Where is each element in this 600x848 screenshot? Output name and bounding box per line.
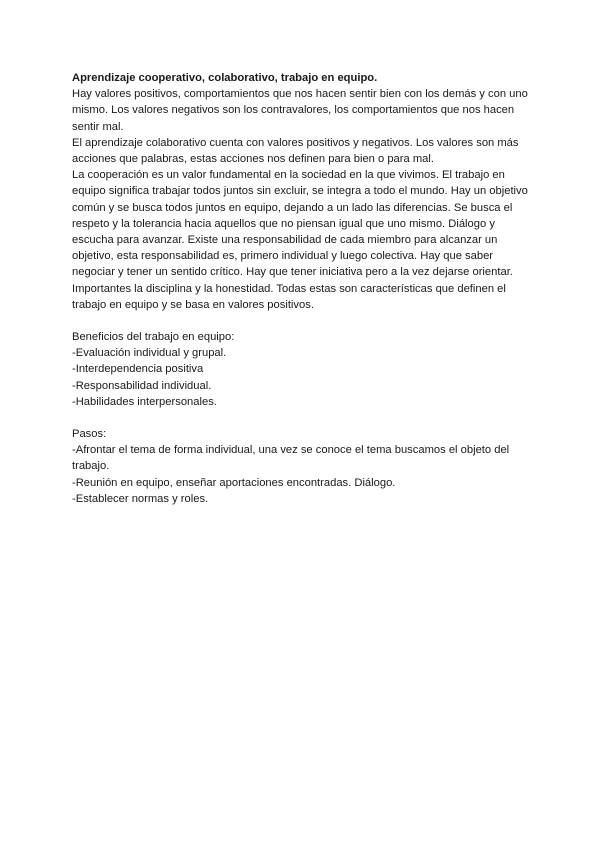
beneficios-heading: Beneficios del trabajo en equipo: [72,331,235,344]
paragraph-cooperacion: La cooperación es un valor fundamental en la sociedad en la que vivimos. El trabajo en equipo significa trabajar todos juntos sin excluir, se integra a todo el mundo. Hay un objetivo común y se busca todos juntos en equipo, dejando a un lado las diferencias. Se busca el respeto y la tolerancia hacia aquellos que no piensan igual que uno mismo. Diálogo y escucha para avanzar. Existe una responsabilidad de cada miembro para alcanzar un objetivo, esta responsabilidad es, primero individual y luego colectiva. Hay que saber negociar y tener un sentido crítico. Hay que tener iniciativa pero a la vez dejarse orientar. Importantes la disciplina y la honestidad. Todas estas son características que definen el trabajo en equipo y se basa en valores positivos. [72,169,528,311]
list-item: -Habilidades interpersonales. [72,395,217,408]
document-page [72,70,532,507]
paragraph-aprendizaje: El aprendizaje colaborativo cuenta con valores positivos y negativos. Los valores son más acciones que palabras, estas acciones nos definen para bien o para mal. [72,136,519,166]
document-title: Aprendizaje cooperativo, colaborativo, trabajo en equipo. [72,72,378,84]
list-item: -Establecer normas y roles. [72,492,209,505]
pasos-list [72,442,532,507]
list-item: -Afrontar el tema de forma individual, una vez se conoce el tema buscamos el objeto del trabajo. [72,444,510,473]
pasos-heading: Pasos: [72,428,107,441]
paragraph-valores: Hay valores positivos, comportamientos que nos hacen sentir bien con los demás y con uno mismo. Los valores negativos son los contravalores, los comportamientos que nos hacen sentir mal. [72,88,528,133]
list-item: -Responsabilidad individual. [72,379,212,392]
section-spacer [72,410,532,426]
beneficios-list [72,345,532,410]
list-item: -Reunión en equipo, enseñar aportaciones encontradas. Diálogo. [72,476,396,489]
list-item: -Evaluación individual y grupal. [72,347,227,360]
section-spacer [72,313,532,329]
list-item: -Interdependencia positiva [72,363,204,376]
